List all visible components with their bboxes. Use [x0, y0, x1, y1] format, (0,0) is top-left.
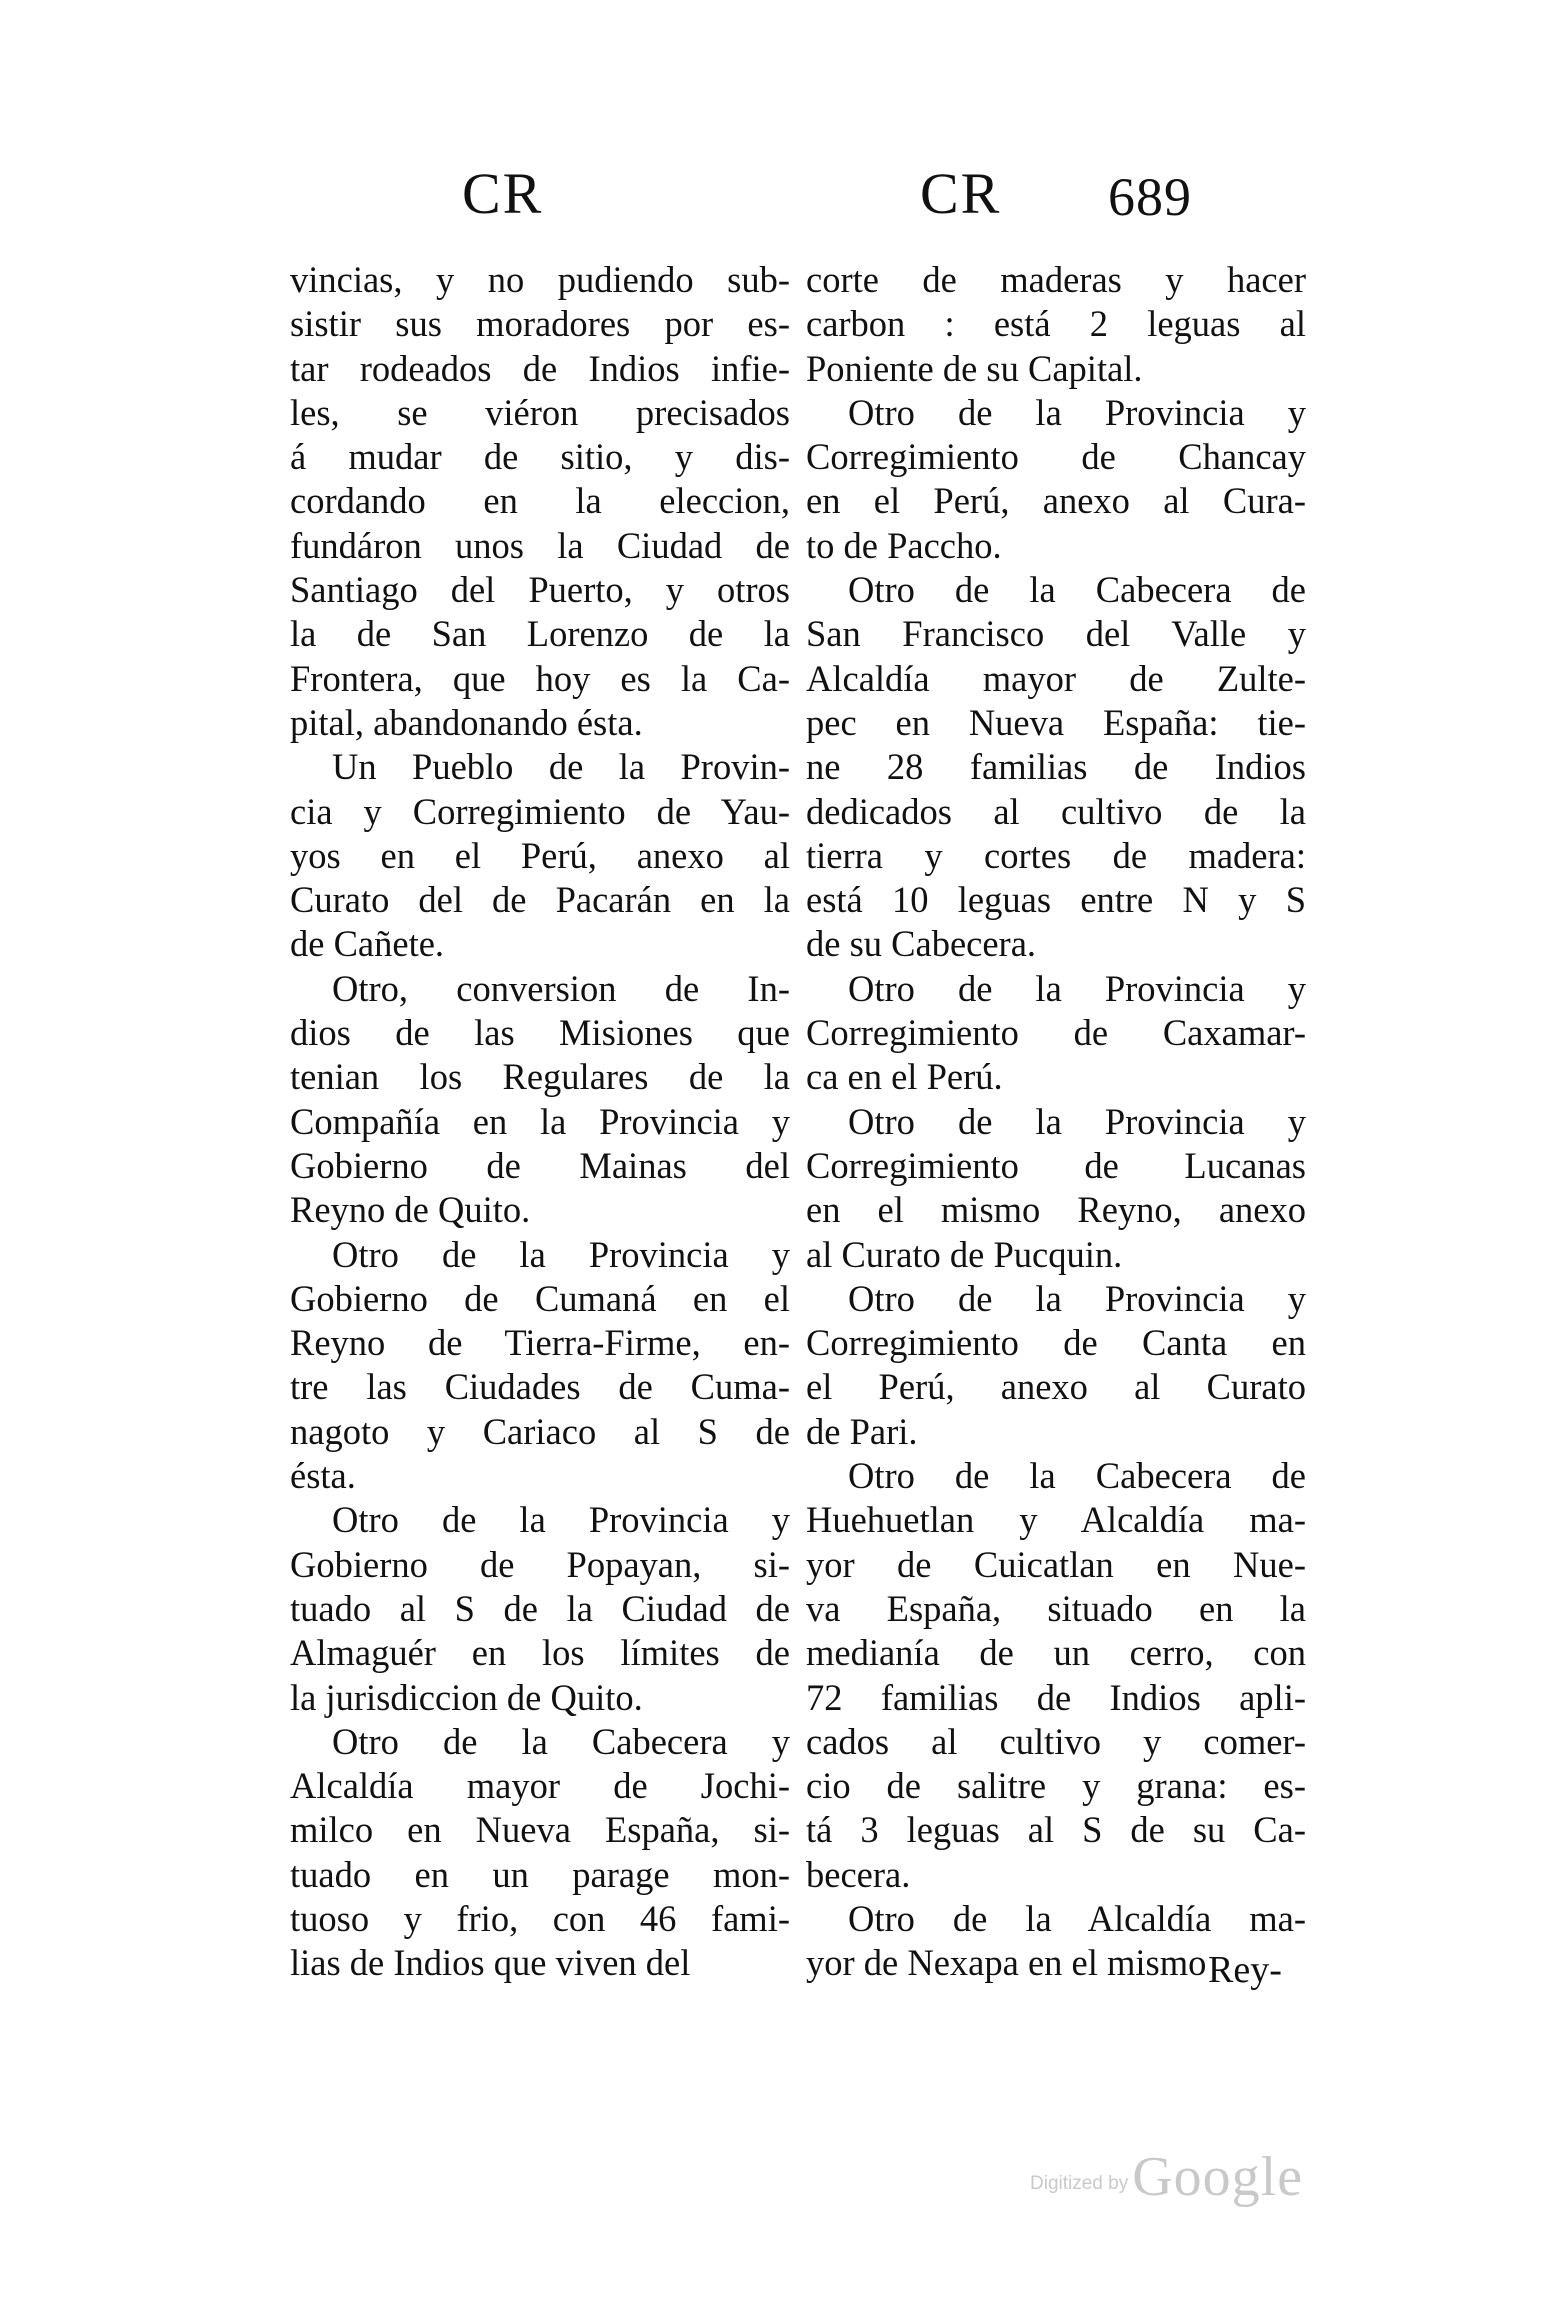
text-line: Otro de la Provincia y	[848, 391, 1306, 433]
text-line: á mudar de sitio, y dis-	[290, 436, 790, 478]
text-line: tuado en un parage mon-	[290, 1853, 790, 1895]
text-line: cados al cultivo y comer-	[806, 1720, 1306, 1762]
watermark-digitized-by: Digitized by	[1030, 2173, 1129, 2194]
text-line: yos en el Perú, anexo al	[290, 834, 790, 876]
text-line: en el mismo Reyno, anexo	[806, 1189, 1306, 1231]
text-line: el Perú, anexo al Curato	[806, 1366, 1306, 1408]
text-line: Poniente de su Capital.	[806, 347, 1143, 389]
text-line: Curato del de Pacarán en la	[290, 879, 790, 921]
text-line: Alcaldía mayor de Zulte-	[806, 657, 1306, 699]
left-column	[290, 258, 790, 1986]
text-line: 72 familias de Indios apli-	[806, 1676, 1306, 1718]
text-line: pec en Nueva España: tie-	[806, 701, 1306, 743]
paragraph	[290, 1720, 790, 1986]
text-line: milco en Nueva España, si-	[290, 1809, 790, 1851]
text-line: cio de salitre y grana: es-	[806, 1765, 1306, 1807]
text-line: de Cañete.	[290, 923, 445, 965]
text-line: Otro de la Cabecera y	[332, 1720, 790, 1762]
text-line: Corregimiento de Chancay	[806, 436, 1306, 478]
text-line: Un Pueblo de la Provin-	[332, 746, 790, 788]
text-line: tenian los Regulares de la	[290, 1056, 790, 1098]
text-line: tar rodeados de Indios infie-	[290, 347, 790, 389]
paragraph	[806, 1277, 1306, 1454]
text-line: Otro de la Provincia y	[332, 1499, 790, 1541]
text-line: dios de las Misiones que	[290, 1012, 790, 1054]
text-line: medianía de un cerro, con	[806, 1632, 1306, 1674]
text-line: de su Cabecera.	[806, 923, 1037, 965]
text-line: Reyno de Quito.	[290, 1189, 531, 1231]
text-line: Reyno de Tierra-Firme, en-	[290, 1322, 790, 1364]
text-line: Otro, conversion de In-	[332, 967, 790, 1009]
text-line: en el Perú, anexo al Cura-	[806, 480, 1306, 522]
paragraph	[806, 1100, 1306, 1277]
text-line: ne 28 familias de Indios	[806, 746, 1306, 788]
text-line: les, se viéron precisados	[290, 391, 790, 433]
text-line: va España, situado en la	[806, 1587, 1306, 1629]
paragraph	[806, 1454, 1306, 1897]
text-line: Otro de la Provincia y	[848, 967, 1306, 1009]
text-line: Otro de la Provincia y	[848, 1100, 1306, 1142]
paragraph	[290, 1498, 790, 1719]
google-watermark	[1030, 2145, 1303, 2209]
text-line: tre las Ciudades de Cuma-	[290, 1366, 790, 1408]
text-line: nagoto y Cariaco al S de	[290, 1410, 790, 1452]
text-line: Otro de la Provincia y	[848, 1277, 1306, 1319]
text-line: Almaguér en los límites de	[290, 1632, 790, 1674]
text-line: Huehuetlan y Alcaldía ma-	[806, 1499, 1306, 1541]
text-line: vincias, y no pudiendo sub-	[290, 259, 790, 300]
text-line: Frontera, que hoy es la Ca-	[290, 657, 790, 699]
text-line: to de Paccho.	[806, 524, 1002, 566]
running-head-left: CR	[462, 161, 544, 226]
text-line: Gobierno de Cumaná en el	[290, 1277, 790, 1319]
right-column	[806, 258, 1306, 1986]
text-line: tierra y cortes de madera:	[806, 834, 1306, 876]
text-line: de Pari.	[806, 1410, 918, 1452]
text-line: cordando en la eleccion,	[290, 480, 790, 522]
text-line: está 10 leguas entre N y S	[806, 879, 1306, 921]
text-line: Gobierno de Mainas del	[290, 1144, 790, 1186]
paragraph	[806, 258, 1306, 391]
text-line: San Francisco del Valle y	[806, 613, 1306, 655]
paragraph	[290, 258, 790, 745]
page-number: 689	[1108, 167, 1192, 227]
catchword: Rey-	[1208, 1949, 1282, 1991]
text-line: dedicados al cultivo de la	[806, 790, 1306, 832]
text-line: Otro de la Cabecera de	[848, 1455, 1306, 1497]
paragraph	[290, 967, 790, 1233]
text-line: carbon : está 2 leguas al	[806, 303, 1306, 345]
text-line: becera.	[806, 1853, 911, 1895]
text-line: corte de maderas y hacer	[806, 259, 1306, 300]
text-line: ésta.	[290, 1455, 356, 1497]
text-line: yor de Cuicatlan en Nue-	[806, 1543, 1306, 1585]
text-line: Santiago del Puerto, y otros	[290, 569, 790, 611]
paragraph	[806, 967, 1306, 1100]
text-line: pital, abandonando ésta.	[290, 701, 643, 743]
text-line: tuoso y frio, con 46 fami-	[290, 1897, 790, 1939]
text-line: tá 3 leguas al S de su Ca-	[806, 1809, 1306, 1851]
text-line: la de San Lorenzo de la	[290, 613, 790, 655]
text-line: Gobierno de Popayan, si-	[290, 1543, 790, 1585]
text-line: sistir sus moradores por es-	[290, 303, 790, 345]
text-line: ca en el Perú.	[806, 1056, 1003, 1098]
text-line: Corregimiento de Canta en	[806, 1322, 1306, 1364]
text-line: Alcaldía mayor de Jochi-	[290, 1765, 790, 1807]
text-line: Otro de la Cabecera de	[848, 569, 1306, 611]
text-line: Otro de la Alcaldía ma-	[848, 1897, 1306, 1939]
paragraph	[290, 1233, 790, 1499]
text-line: Corregimiento de Caxamar-	[806, 1012, 1306, 1054]
text-line: cia y Corregimiento de Yau-	[290, 790, 790, 832]
text-line: lias de Indios que viven del	[290, 1942, 691, 1984]
paragraph	[806, 391, 1306, 568]
text-line: al Curato de Pucquin.	[806, 1233, 1123, 1275]
text-line: Compañía en la Provincia y	[290, 1100, 790, 1142]
text-line: tuado al S de la Ciudad de	[290, 1587, 790, 1629]
text-line: Otro de la Provincia y	[332, 1233, 790, 1275]
paragraph	[806, 568, 1306, 967]
watermark-google-logo: Google	[1132, 2146, 1304, 2208]
text-line: Corregimiento de Lucanas	[806, 1144, 1306, 1186]
paragraph	[290, 745, 790, 966]
text-line: fundáron unos la Ciudad de	[290, 524, 790, 566]
text-line: yor de Nexapa en el mismo	[806, 1942, 1207, 1984]
running-head-right: CR	[920, 161, 1002, 226]
text-line: la jurisdiccion de Quito.	[290, 1676, 643, 1718]
